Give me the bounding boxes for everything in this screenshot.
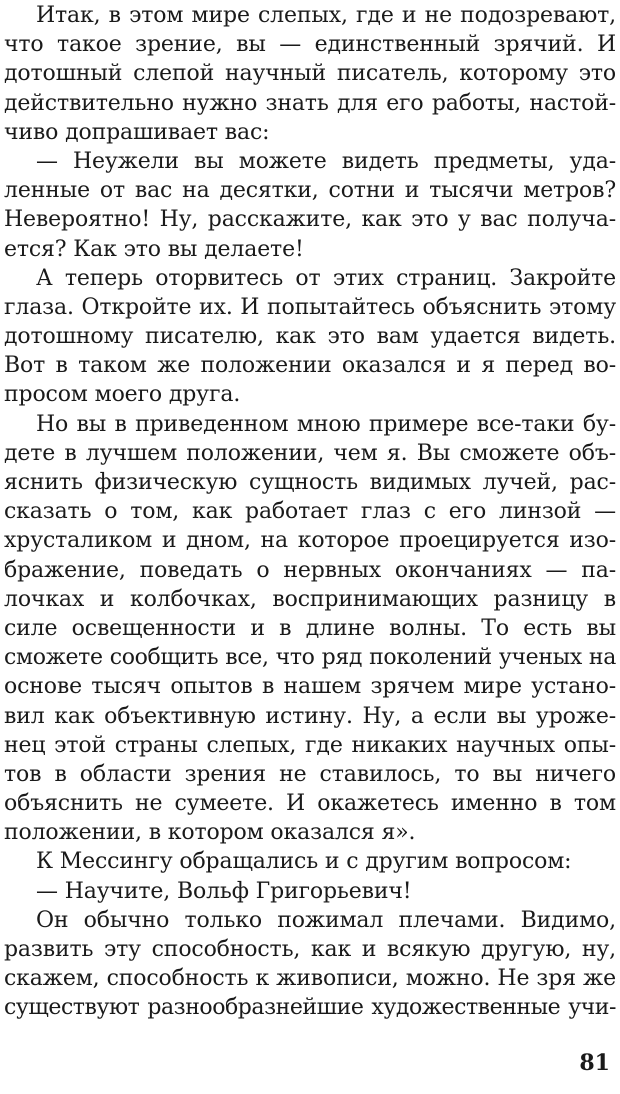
text-line: Вот в таком же положении оказался и я перед во- bbox=[4, 353, 616, 379]
text-line: действительно нужно знать для его работы, настой- bbox=[4, 90, 616, 116]
text-line: просом моего друга. bbox=[4, 382, 241, 408]
text-line: глаза. Откройте их. И попытайтесь объяснить этому bbox=[4, 294, 616, 320]
text-line: дотошный слепой научный писатель, которому это bbox=[4, 61, 616, 87]
text-line: ется? Как это вы делаете! bbox=[4, 236, 304, 262]
text-line: Невероятно! Ну, расскажите, как это у вас получа- bbox=[4, 207, 616, 233]
text-line: скажем, способность к живописи, можно. Не зря же bbox=[4, 966, 616, 992]
text-line: Итак, в этом мире слепых, где и не подозревают, bbox=[36, 3, 616, 28]
text-line: силе освещенности и в длине волны. То есть вы bbox=[4, 615, 616, 641]
text-line: бражение, поведать о нервных окончаниях — па- bbox=[4, 557, 616, 583]
text-line: тов в области зрения не ставилось, то вы ничего bbox=[4, 761, 616, 787]
text-line: существуют разнообразнейшие художественные учи- bbox=[4, 995, 616, 1021]
text-line: объяснить не сумеете. И окажетесь именно в том bbox=[4, 791, 616, 817]
text-body bbox=[4, 1, 616, 1023]
text-line: развить эту способность, как и всякую другую, ну, bbox=[4, 937, 616, 962]
text-line: чиво допрашивает вас: bbox=[4, 119, 270, 145]
text-line: сможете сообщить все, что ряд поколений ученых на bbox=[4, 645, 616, 671]
text-line: хрусталиком и дном, на которое проецируется изо- bbox=[4, 528, 616, 554]
text-line: нец этой страны слепых, где никаких научных опы- bbox=[4, 732, 616, 758]
text-line: — Научите, Вольф Григорьевич! bbox=[36, 878, 412, 904]
text-line: вил как объективную истину. Ну, а если вы уроже- bbox=[4, 703, 616, 729]
text-line: сказать о том, как работает глаз с его линзой — bbox=[4, 499, 616, 525]
text-line: дотошному писателю, как это вам удается видеть. bbox=[4, 324, 616, 350]
text-line: Но вы в приведенном мною примере все-таки бу- bbox=[36, 411, 616, 437]
page-number: 81 bbox=[579, 1050, 610, 1076]
text-line: яснить физическую сущность видимых лучей, рас- bbox=[4, 470, 616, 495]
text-line: основе тысяч опытов в нашем зрячем мире устано- bbox=[4, 674, 616, 700]
text-line: что такое зрение, вы — единственный зрячий. И bbox=[4, 32, 616, 58]
text-line: — Неужели вы можете видеть предметы, уда- bbox=[36, 148, 616, 174]
text-line: дете в лучшем положении, чем я. Вы сможете объ- bbox=[4, 440, 616, 466]
text-line: Он обычно только пожимал плечами. Видимо, bbox=[36, 907, 616, 933]
text-line: положении, в котором оказался я». bbox=[4, 820, 416, 846]
text-line: А теперь оторвитесь от этих страниц. Закройте bbox=[36, 265, 616, 291]
text-line: лочках и колбочках, воспринимающих разницу в bbox=[4, 586, 616, 612]
text-line: ленные от вас на десятки, сотни и тысячи метров? bbox=[4, 178, 616, 204]
text-line: К Мессингу обращались и с другим вопросом: bbox=[36, 849, 572, 875]
